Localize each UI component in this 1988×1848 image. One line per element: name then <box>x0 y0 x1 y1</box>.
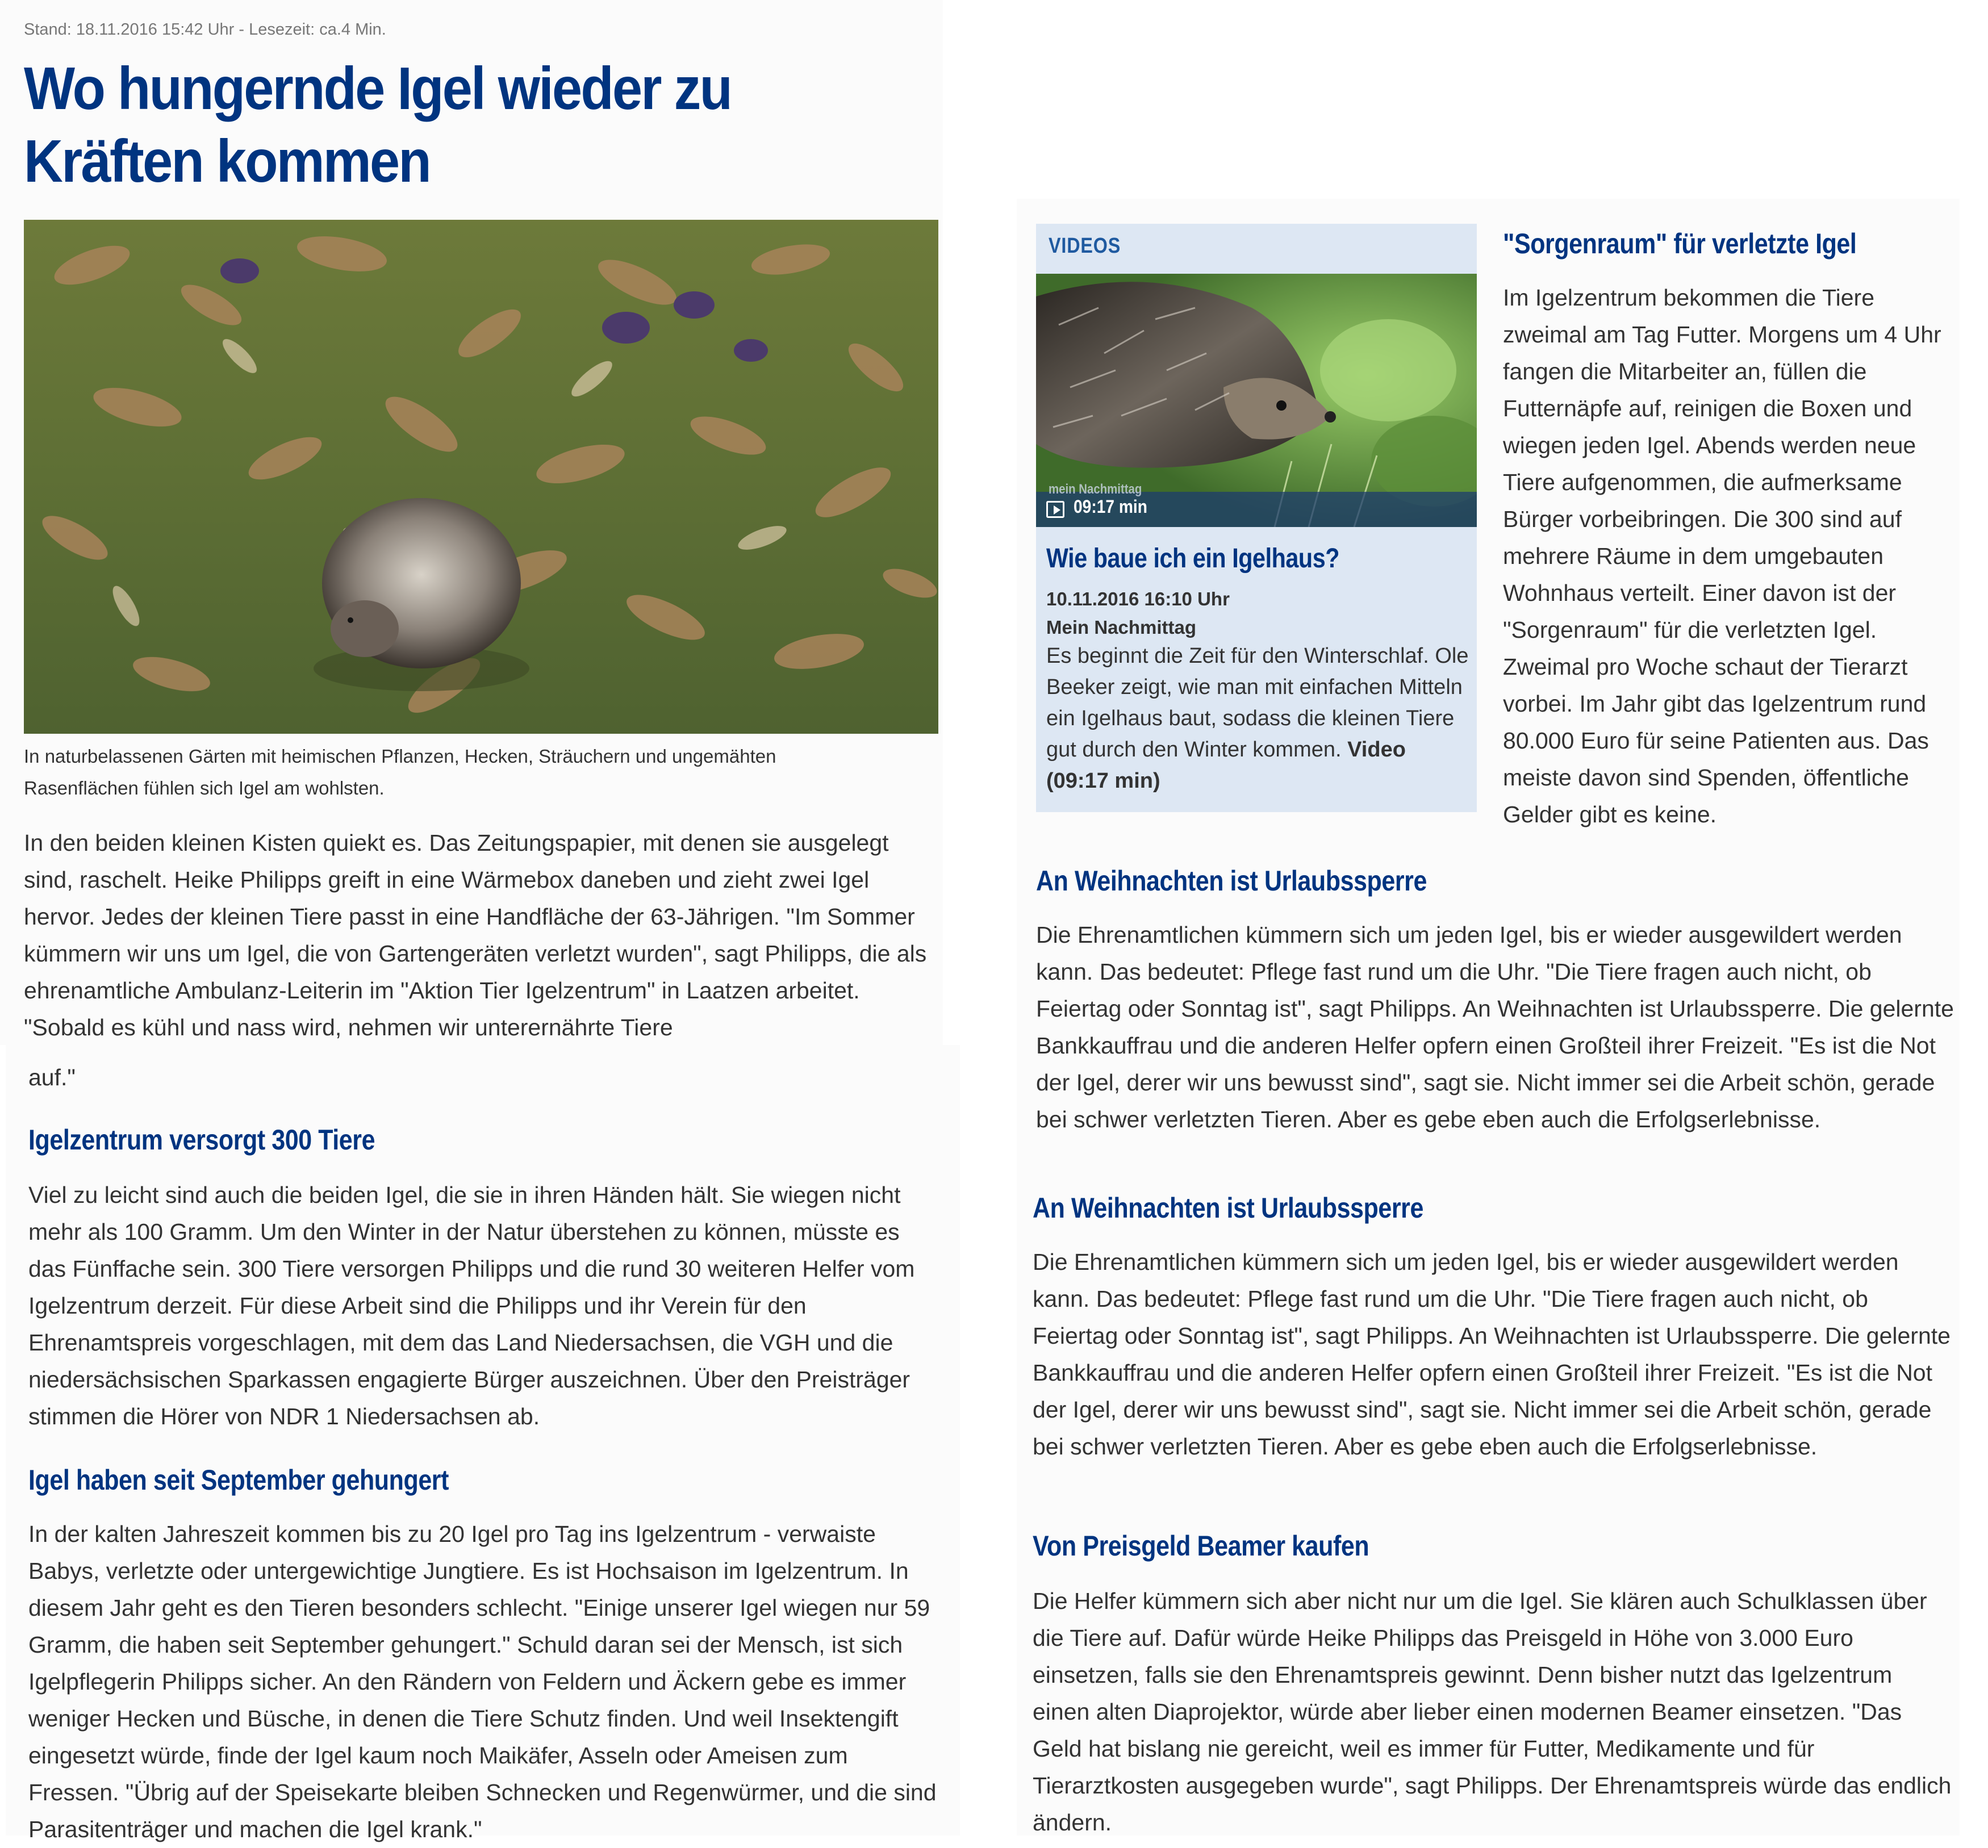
video-show: Mein Nachmittag <box>1046 617 1197 638</box>
section-heading: An Weihnachten ist Urlaubssperre <box>1036 865 1427 897</box>
image-caption: In naturbelassenen Gärten mit heimischen Pflanzen, Hecken, Sträuchern und ungemähten Rasenflächen fühlen sich Igel am wohlsten. <box>24 746 776 798</box>
section-paragraph: In der kalten Jahreszeit kommen bis zu 20 Igel pro Tag ins Igelzentrum - verwaiste Babys, verletzte oder untergewichtige Jungtiere. Es ist Hochsaison im Igelzentrum. In diesem Jahr geht es den Tieren besonders schlecht. "Einige unserer Igel wiegen nur 59 Gramm, die haben seit September gehungert." Schuld daran sei der Mensch, ist sich Igelpflegerin Philipps sicher. An den Rändern von Feldern und Äckern gebe es immer weniger Hecken und Büsche, in denen die Tiere Schutz finden. Und weil Insektengift eingesetzt würde, finde der Igel kaum noch Maikäfer, Asseln oder Ameisen zum Fressen. "Übrig auf der Speisekarte bleiben Schnecken und Regenwürmer, und die sind Parasitenträger und machen die Igel krank." <box>28 1521 937 1842</box>
videos-label: VIDEOS <box>1049 234 1121 258</box>
section-heading: An Weihnachten ist Urlaubssperre <box>1033 1192 1423 1224</box>
video-meta <box>1046 585 1230 642</box>
section-paragraph: Viel zu leicht sind auch die beiden Igel, die sie in ihren Händen hält. Sie wiegen nicht mehr als 100 Gramm. Um den Winter in der Natur überstehen zu können, müsste es das Fünffache sein. 300 Tiere versorgen Philipps und die rund 30 weiteren Helfer vom Igelzentrum derzeit. Für diese Arbeit sind die Philipps und ihr Verein für den Ehrenamtspreis vorgeschlagen, mit dem das Land Niedersachsen, die VGH und die niedersächsischen Sparkassen engagierte Bürger auszeichnen. Über den Preisträger stimmen die Hörer von NDR 1 Niedersachsen ab. <box>28 1182 915 1429</box>
video-link[interactable]: Video (09:17 min) <box>1046 738 1406 793</box>
section-heading: "Sorgenraum" für verletzte Igel <box>1503 228 1857 260</box>
play-icon[interactable] <box>1046 501 1064 518</box>
show-brand-logo: mein Nachmittag <box>1049 482 1142 497</box>
section-heading: Von Preisgeld Beamer kaufen <box>1033 1530 1369 1562</box>
section-heading: Igel haben seit September gehungert <box>28 1464 449 1496</box>
video-description-text: Es beginnt die Zeit für den Winterschlaf. Ole Beeker zeigt, wie man mit einfachen Mitteln ein Igelhaus baut, sodass die kleinen Tiere gut durch den Winter kommen. <box>1046 644 1469 762</box>
article-title: Wo hungernde Igel wieder zu Kräften kommen <box>24 55 732 195</box>
section-paragraph: Im Igelzentrum bekommen die Tiere zweimal am Tag Futter. Morgens um 4 Uhr fangen die Mitarbeiter an, füllen die Futternäpfe auf, reinigen die Boxen und wiegen jeden Igel. Abends werden neue Tiere aufgenommen, die aufmerksame Bürger vorbeibringen. Die 300 sind auf mehrere Räume in dem umgebauten Wohnhaus verteilt. Einer davon ist der "Sorgenraum" für die verletzten Igel. Zweimal pro Woche schaut der Tierarzt vorbei. Im Jahr gibt das Igelzentrum rund 80.000 Euro für seine Patienten aus. Das meiste davon sind Spenden, öffentliche Gelder gibt es keine. <box>1503 285 1941 827</box>
intro-paragraph <box>24 825 939 1044</box>
intro-text: In den beiden kleinen Kisten quiekt es. Das Zeitungspapier, mit denen sie ausgelegt sind, raschelt. Heike Philipps greift in eine Wärmebox daneben und zieht zwei Igel hervor. Jedes der kleinen Tiere passt in eine Handfläche der 63-Jährigen. "Im Sommer kümmern wir uns um Igel, die von Gartengeräten verletzt wurden", sagt Philipps, die als ehrenamtliche Ambulanz-Leiterin im "Aktion Tier Igelzentrum" in Laatzen arbeitet. "Sobald es kühl und nass wird, nehmen wir unterernährte Tiere <box>24 830 927 1040</box>
hedgehog-photo-icon <box>24 220 938 734</box>
section-heading: Igelzentrum versorgt 300 Tiere <box>28 1124 375 1156</box>
section-paragraph: Die Ehrenamtlichen kümmern sich um jeden Igel, bis er wieder ausgewildert werden kann. Das bedeutet: Pflege fast rund um die Uhr. "Die Tiere fragen auch nicht, ob Feiertag oder Sonntag ist", sagt Philipps. An Weihnachten ist Urlaubssperre. Die gelernte Bankkauffrau und die anderen Helfer opfern einen Großteil ihrer Freizeit. "Es ist die Not der Igel, derer wir uns bewusst sind", sagt sie. Nicht immer sei die Arbeit schön, gerade bei schwer verletzten Tieren. Aber es gebe eben auch die Erfolgserlebnisse. <box>1033 1249 1951 1460</box>
section-paragraph: Die Helfer kümmern sich aber nicht nur um die Igel. Sie klären auch Schulklassen über die Tiere auf. Dafür würde Heike Philipps das Preisgeld in Höhe von 3.000 Euro einsetzen, falls sie den Ehrenamtspreis gewinnt. Denn bisher nutzt das Igelzentrum einen alten Diaprojektor, würde aber lieber einen modernen Beamer einsetzen. "Das Geld hat bislang nie gereicht, weil es immer für Futter, Medikamente und für Tierarztkosten ausgegeben wurde", sagt Philipps. Der Ehrenamtspreis würde das endlich ändern. <box>1033 1588 1952 1836</box>
intro-paragraph-tail: auf." <box>28 1064 76 1090</box>
video-date: 10.11.2016 16:10 Uhr <box>1046 588 1230 609</box>
video-duration: 09:17 min <box>1074 496 1147 517</box>
video-title[interactable]: Wie baue ich ein Igelhaus? <box>1046 543 1340 574</box>
section-paragraph: Die Ehrenamtlichen kümmern sich um jeden Igel, bis er wieder ausgewildert werden kann. Das bedeutet: Pflege fast rund um die Uhr. "Die Tiere fragen auch nicht, ob Feiertag oder Sonntag ist", sagt Philipps. An Weihnachten ist Urlaubssperre. Die gelernte Bankkauffrau und die anderen Helfer opfern einen Großteil ihrer Freizeit. "Es ist die Not der Igel, derer wir uns bewusst sind", sagt sie. Nicht immer sei die Arbeit schön, gerade bei schwer verletzten Tieren. Aber es gebe eben auch die Erfolgserlebnisse. <box>1036 922 1954 1132</box>
article-meta: Stand: 18.11.2016 15:42 Uhr - Lesezeit: ca.4 Min. <box>24 20 386 39</box>
video-description <box>1046 641 1470 797</box>
